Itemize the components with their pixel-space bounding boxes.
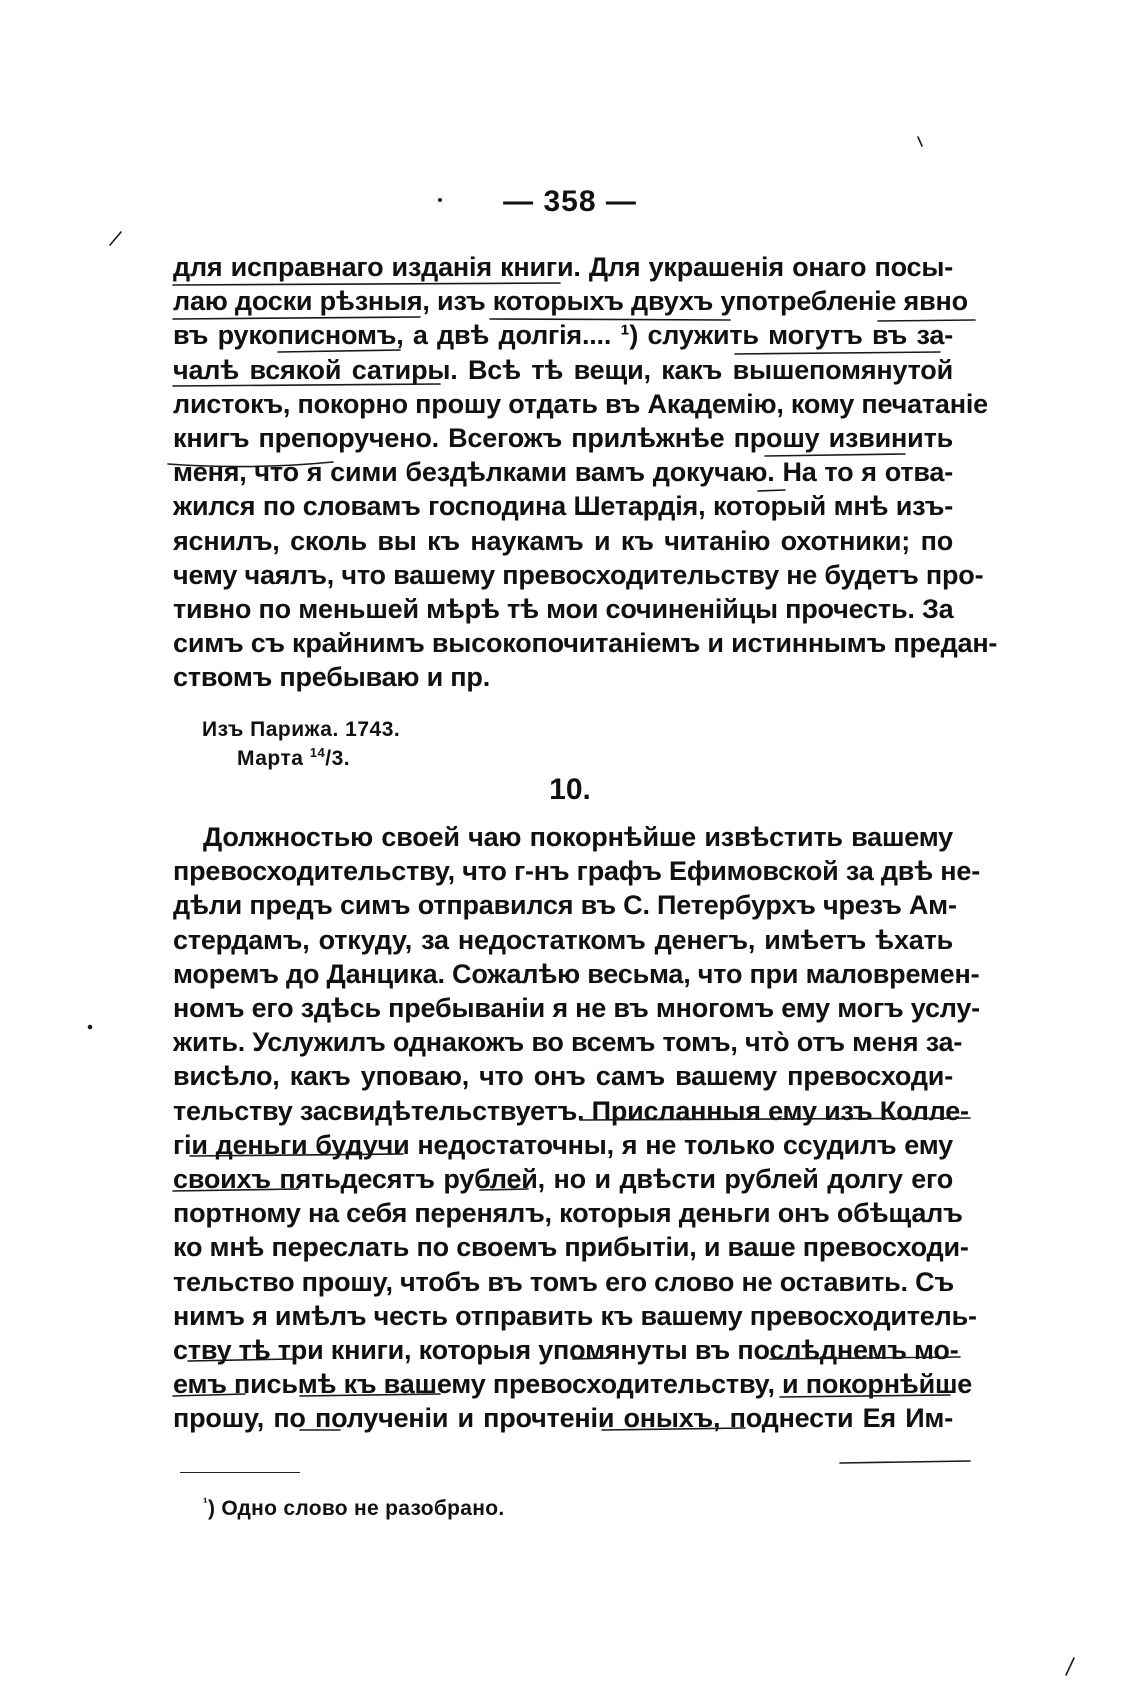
text-line: прошу, по полученіи и прочтеніи оныхъ, поднести Ея Им- [173,1403,953,1434]
text-line: тельство прошу, чтобъ въ томъ его слово не оставить. Съ [173,1266,954,1297]
text-line: Должностью своей чаю покорнѣйше извѣстить вашему [203,822,953,852]
text-line: жился по словамъ господина Шетардія, который мнѣ изъ- [173,491,953,522]
text-line: меня, что я сими бездѣлками вамъ докучаю. На то я отва- [173,457,953,488]
underline-stroke [840,1461,970,1463]
footnote-mark: ¹ [203,1494,208,1510]
page-number: — 358 — [503,185,637,218]
text-line: книгъ препоручено. Всегожъ прилѣжнѣе прошу извинить [173,423,953,454]
text-line: ствомъ пребываю и пр. [173,662,490,693]
text-line: лаю доски рѣзныя, изъ которыхъ двухъ употребленіе явно [173,286,968,317]
dateline-day-denominator: /3. [325,747,351,770]
text-line: моремъ до Данцика. Сожалѣю весьма, что при маловремен- [173,958,980,989]
margin-stroke [110,232,121,245]
paragraph-1 [173,250,998,695]
letter-number: 10. [549,773,591,806]
text-line: нимъ я имѣлъ честь отправить къ вашему превосходитель- [173,1300,977,1331]
text-line: висѣло, какъ уповаю, что онъ самъ вашему превосходи- [173,1061,953,1092]
text-line: своихъ пятьдесятъ рублей, но и двѣсти рублей долгу его [173,1164,953,1195]
text-line: ко мнѣ переслать по своемъ прибытіи, и ваше превосходи- [173,1232,969,1263]
dateline-place: Изъ Парижа. 1743. [202,718,401,741]
dateline-date [237,745,350,771]
footnote [203,1494,504,1521]
text-line: яснилъ, сколь вы къ наукамъ и къ читанію охотники; по [173,525,953,556]
text-line: стердамъ, откуду, за недостаткомъ денегъ, имѣетъ ѣхать [173,924,953,955]
ink-dot [89,1026,92,1029]
text-line: превосходительству, что г-нъ графъ Ефимовской за двѣ не- [173,856,980,887]
text-line: жить. Услужилъ однакожъ во всемъ томъ, что̀ отъ меня за- [173,1027,963,1058]
paragraph-2 [173,820,980,1436]
text-line: тельству засвидѣтельствуетъ. Присланныя ему изъ Колле- [173,1095,969,1126]
text-line: чему чаялъ, что вашему превосходительству не будетъ про- [173,559,984,590]
footnote-text: ) Одно слово не разобрано. [207,1497,505,1520]
margin-stroke [1066,1658,1074,1675]
text-line: емъ письмѣ къ вашему превосходительству, и покорнѣйше [173,1369,973,1400]
text-line: номъ его здѣсь пребываніи я не въ многомъ ему могъ услу- [173,993,980,1024]
text-line: портному на себя перенялъ, которыя деньги онъ обѣщалъ [173,1198,963,1229]
text-line: симъ съ крайнимъ высокопочитаніемъ и истиннымъ предан- [173,628,998,659]
text-line: въ рукописномъ, а двѣ долгія.... ¹) служить могутъ въ за- [173,320,953,351]
text-line: ству тѣ три книги, которыя упомянуты въ послѣднемъ мо- [173,1335,959,1366]
text-line: гіи деньги будучи недостаточны, я не только ссудилъ ему [173,1129,953,1160]
text-line: тивно по меньшей мѣрѣ тѣ мои сочиненійцы прочесть. За [173,594,954,625]
margin-stroke [918,137,922,146]
footnote-divider [180,1472,300,1473]
text-line: чалѣ всякой сатиры. Всѣ тѣ вещи, какъ вышепомянутой [173,354,953,385]
text-line: для исправнаго изданія книги. Для украшенія онаго посы- [173,252,953,282]
dateline-month: Марта [237,747,304,770]
text-line: дѣли предъ симъ отправился въ С. Петербурхъ чрезъ Ам- [173,890,957,921]
text-line: листокъ, покорно прошу отдать въ Академію, кому печатаніе [173,388,988,419]
dateline-day-numerator: 14 [309,745,326,760]
